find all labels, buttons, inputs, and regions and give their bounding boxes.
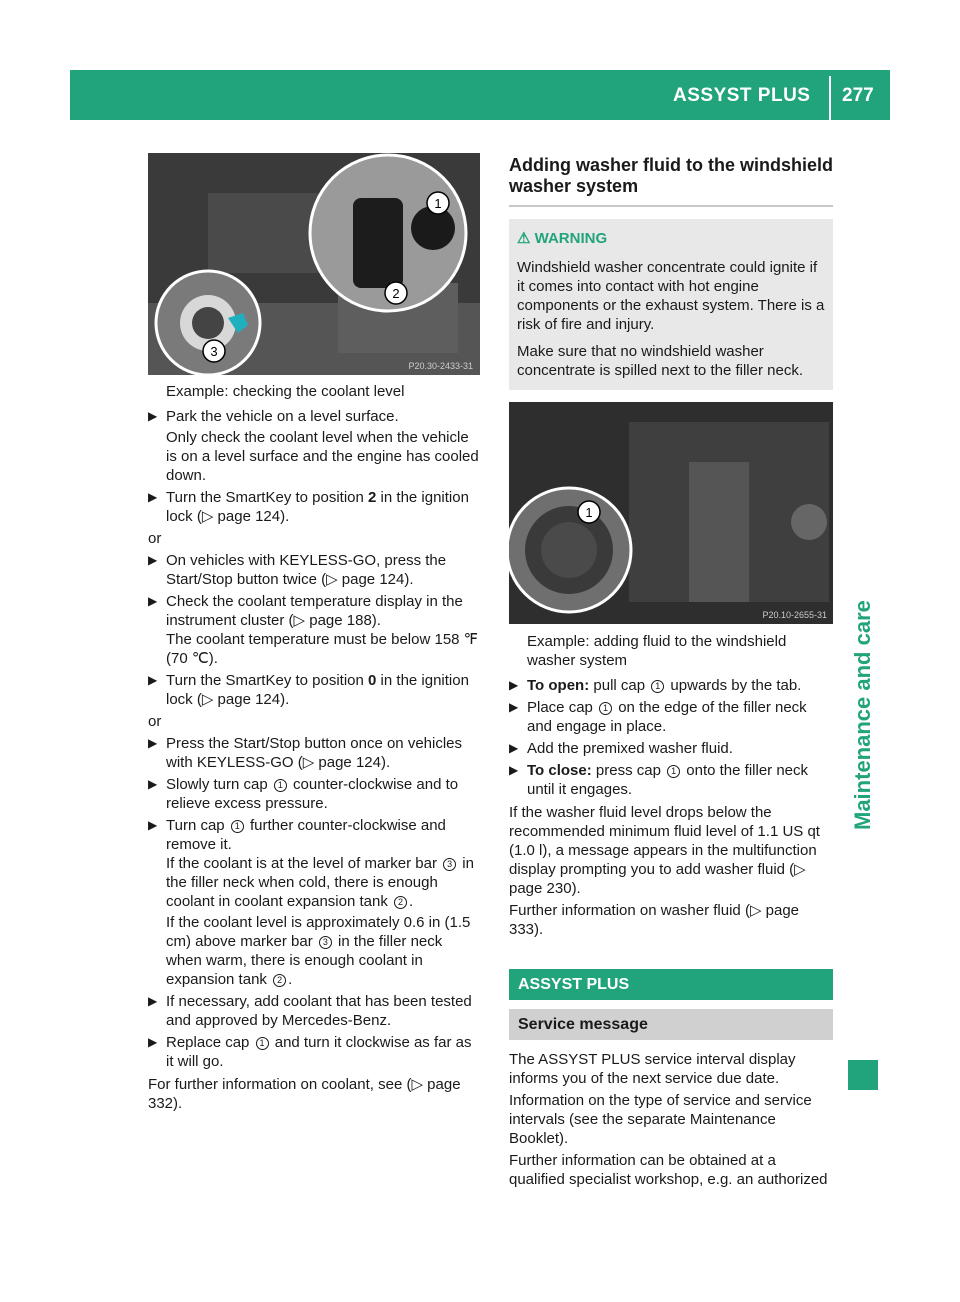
step: ▶ To open: pull cap 1 upwards by the tab.	[509, 677, 802, 694]
image-caption: Example: checking the coolant level	[166, 383, 405, 400]
arrow-icon: ▶	[148, 673, 158, 687]
paragraph: Information on the type of service and service intervals (see the separate Maintenance Booklet).	[509, 1092, 812, 1147]
callout-1: 1	[599, 702, 612, 715]
section-bar: ASSYST PLUS	[509, 969, 833, 1000]
arrow-icon: ▶	[148, 994, 158, 1008]
coolant-photo	[148, 153, 480, 375]
washer-photo	[509, 402, 833, 624]
marker-1: 1	[434, 196, 442, 211]
step: ▶ Slowly turn cap 1 counter-clockwise and to relieve excess pressure.	[148, 776, 459, 812]
callout-3: 3	[319, 936, 332, 949]
step: ▶ Replace cap 1 and turn it clockwise as far as it will go.	[148, 1034, 472, 1070]
step: ▶ Press the Start/Stop button once on vehicles with KEYLESS-GO (▷ page 124).	[148, 735, 463, 771]
step: ▶ Turn the SmartKey to position 0 in the ignition lock (▷ page 124).	[148, 672, 469, 708]
callout-1: 1	[256, 1037, 269, 1050]
paragraph: If the washer fluid level drops below the recommended minimum fluid level of 1.1 US qt (1.0 l), a message appears in the multifunction display prompting you to add washer fluid (▷ page 230).	[509, 804, 820, 897]
arrow-icon: ▶	[509, 678, 519, 692]
step: ▶ Turn cap 1 further counter-clockwise and remove it. If the coolant is at the level of marker bar 3 in the filler neck when cold, there is enough coolant in coolant expansion tank 2 . If the coolant level is approximately 0.6 in (1.5 cm) above marker bar 3 in the filler neck when warm, there is enough coolant in expansion tank 2 .	[148, 817, 474, 988]
callout-2: 2	[273, 974, 286, 987]
step: ▶ To close: press cap 1 onto the filler neck until it engages.	[509, 762, 809, 798]
image-code: P20.10-2655-31	[762, 610, 827, 620]
right-column	[509, 155, 833, 1192]
callout-2: 2	[394, 896, 407, 909]
arrow-icon: ▶	[509, 741, 519, 755]
arrow-icon: ▶	[509, 700, 519, 714]
paragraph: The ASSYST PLUS service interval display informs you of the next service due date.	[509, 1051, 796, 1087]
warning-icon: ⚠	[517, 230, 531, 247]
arrow-icon: ▶	[148, 490, 158, 504]
arrow-icon: ▶	[148, 736, 158, 750]
arrow-icon: ▶	[148, 409, 158, 423]
marker-2: 2	[392, 286, 400, 301]
paragraph: Further information can be obtained at a qualified specialist workshop, e.g. an authorized	[509, 1152, 828, 1188]
callout-1: 1	[274, 779, 287, 792]
callout-3: 3	[443, 858, 456, 871]
step: ▶ Park the vehicle on a level surface. Only check the coolant level when the vehicle is on a level surface and the engine has cooled down.	[148, 408, 479, 484]
arrow-icon: ▶	[148, 777, 158, 791]
chapter-tab	[848, 450, 878, 830]
arrow-icon: ▶	[148, 818, 158, 832]
image-code: P20.30-2433-31	[408, 361, 473, 371]
step: ▶ If necessary, add coolant that has been tested and approved by Mercedes-Benz.	[148, 993, 472, 1029]
step: ▶ Turn the SmartKey to position 2 in the ignition lock (▷ page 124).	[148, 489, 469, 525]
or-label: or	[148, 530, 162, 547]
step: ▶ On vehicles with KEYLESS-GO, press the Start/Stop button twice (▷ page 124).	[148, 552, 447, 588]
section-title: ASSYST PLUS	[673, 85, 811, 106]
arrow-icon: ▶	[148, 594, 158, 608]
step: ▶ Check the coolant temperature display in the instrument cluster (▷ page 188). The coolant temperature must be below 158 ℉ (70 ℃).	[148, 593, 478, 667]
step: ▶ Add the premixed washer fluid.	[509, 740, 733, 757]
warning-text: Windshield washer concentrate could ignite if it comes into contact with hot engine components or the exhaust system. There is a risk of fire and injury.	[517, 259, 825, 333]
callout-1: 1	[231, 820, 244, 833]
step: ▶ Place cap 1 on the edge of the filler neck and engage in place.	[509, 699, 807, 735]
marker-3: 3	[210, 344, 218, 359]
page-number: 277	[842, 85, 874, 106]
header-divider	[829, 76, 831, 120]
section-heading: Adding washer fluid to the windshield washer system	[509, 155, 833, 207]
paragraph: Further information on washer fluid (▷ page 333).	[509, 902, 800, 938]
marker-1: 1	[585, 505, 593, 520]
arrow-icon: ▶	[148, 1035, 158, 1049]
warning-title: ⚠ WARNING	[517, 230, 608, 247]
image-caption: Example: adding fluid to the windshield washer system	[527, 633, 787, 669]
or-label: or	[148, 713, 162, 730]
chapter-tab-label: Maintenance and care	[850, 600, 875, 830]
callout-1: 1	[667, 765, 680, 778]
warning-text: Make sure that no windshield washer concentrate is spilled next to the filler neck.	[517, 343, 803, 379]
subsection-bar: Service message	[509, 1009, 833, 1040]
arrow-icon: ▶	[509, 763, 519, 777]
chapter-marker	[848, 1060, 878, 1090]
warning-box	[509, 219, 833, 390]
further-info: For further information on coolant, see (▷ page 332).	[148, 1076, 461, 1112]
left-column	[148, 382, 482, 1116]
callout-1: 1	[651, 680, 664, 693]
arrow-icon: ▶	[148, 553, 158, 567]
